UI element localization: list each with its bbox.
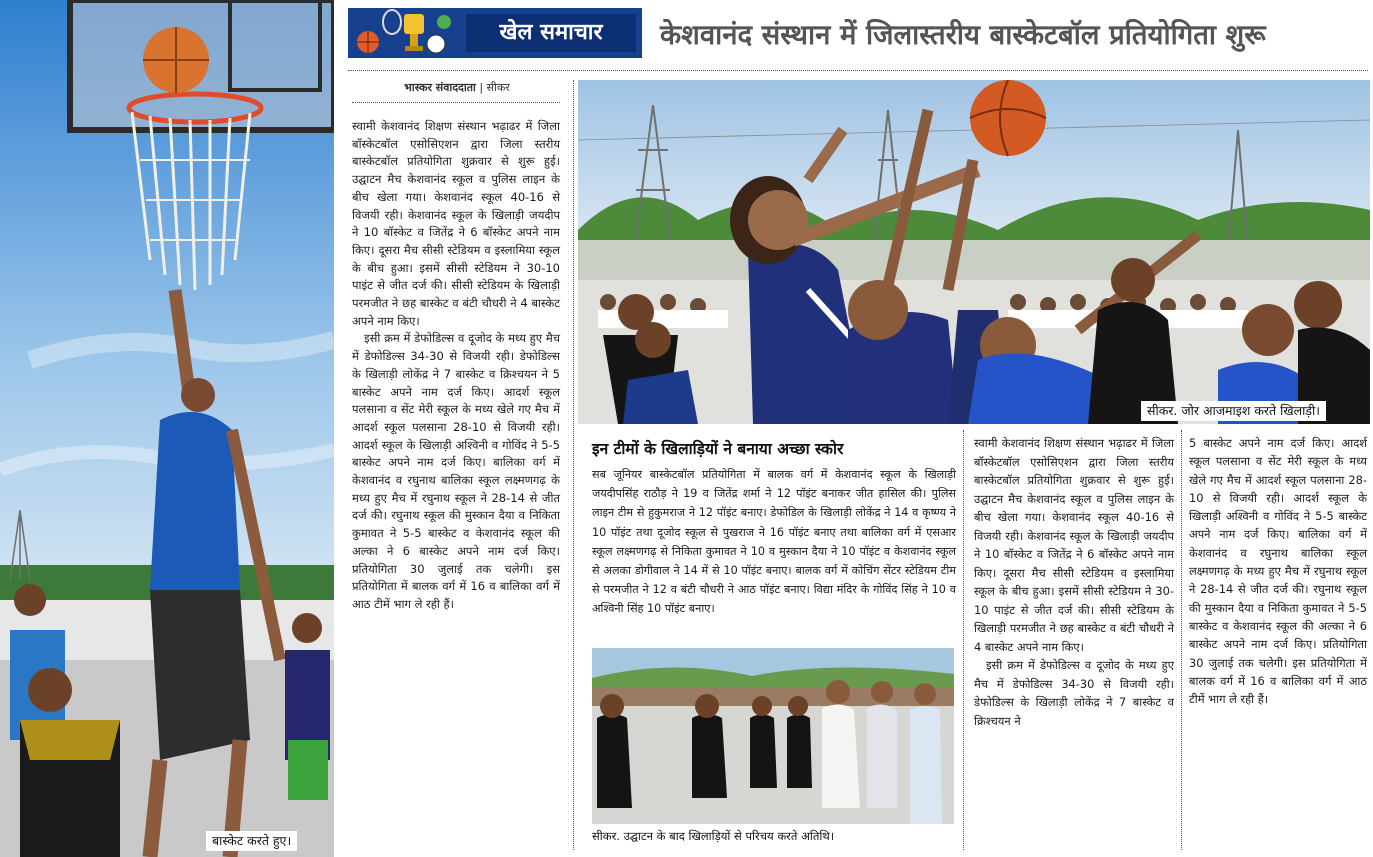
column-divider-left	[573, 80, 574, 850]
section-badge	[348, 8, 642, 58]
byline-place: सीकर	[486, 81, 510, 94]
top-photo-caption: सीकर. जोर आजमाइश करते खिलाड़ी।	[1141, 401, 1326, 421]
byline-separator: |	[479, 81, 487, 94]
repeat-paragraph-2: इसी क्रम में डेफोडिल्स व दूजोद के मध्य हुए मैच में डेफोडिल्स 34-30 से विजयी रही। डेफोडिल्स के खिलाड़ी लोकेंद्र ने 7 बास्केट व क्रिश्चयन ने	[974, 658, 1174, 728]
column-divider-mid	[963, 430, 964, 850]
team-introduction-photo	[592, 648, 954, 824]
column-divider-right	[1181, 430, 1182, 850]
top-photo	[578, 80, 1370, 424]
bottom-photo-caption: सीकर. उद्घाटन के बाद खिलाड़ियों से परिचय करते अतिथि।	[592, 826, 840, 846]
byline-rule	[352, 102, 560, 103]
bottom-photo	[592, 648, 954, 824]
section-badge-label: खेल समाचार	[466, 14, 636, 52]
sub-story-body	[592, 465, 956, 619]
sports-icons	[348, 8, 458, 58]
dunk-photo	[0, 0, 334, 857]
players-jump-photo	[578, 80, 1370, 424]
sub-story-paragraph: सब जूनियर बास्केटबॉल प्रतियोगिता में बालक वर्ग में केशवानंद स्कूल के खिलाड़ी जयदीपसिंह राठौड़ ने 19 व जितेंद्र शर्मा ने 12 पॉइंट बनाकर जीत हासिल की। पुलिस लाइन टीम से हुकुमराज ने 12 पॉइंट बनाए। डेफोडिल के खिलाड़ी लोकेंद्र ने 14 व कृष्ण्य ने 10 पॉइंट तथा दूजोद स्कूल से पुखराज ने 16 पॉइंट बनाए तथा बालिका वर्ग में एसआर स्कूल लक्ष्मणगढ़ से निकिता कुमावत ने 10 व मुस्कान दैया ने 10 पॉइंट व केशवानंद स्कूल से अलका डोगीवाल ने 14 में से 10 पॉइंट बनाए। बालक वर्ग में कोचिंग सेंटर स्टेडियम टीम से परमजीत ने 12 व बंटी चौधरी ने आठ पॉइंट बनाए। विद्या मंदिर के गोविंद सिंह ने 10 व अश्विनी सिंह 10 पॉइंट बनाए।	[592, 468, 956, 616]
repeat-paragraph-1: स्वामी केशवानंद शिक्षण संस्थान भढ़ाढर में जिला बॉस्केटबॉल एसोसिएशन द्वारा जिला स्तरीय बास्केटबॉल प्रतियोगिता शुक्रवार से शुरू हुई। उद्घाटन मैच केशवानंद स्कूल व पुलिस लाइन के बीच खेला गया। केशवानंद स्कूल 40-16 से विजयी रही। केशवानंद स्कूल के खिलाड़ी जयदीप ने 10 बॉस्केट व जितेंद्र ने 6 बॉस्केट अपने नाम किए। दूसरा मैच सीसी स्टेडियम व इस्लामिया स्कूल के बीच हुआ। इसमें सीसी स्टेडियम ने 30-10 पाइंट से जीत दर्ज की। सीसी स्टेडियम के खिलाड़ी परमजीत ने छह बास्केट व बंटी चौधरी ने 4 बास्केट अपने नाम किए।	[974, 436, 1174, 654]
left-photo-caption: बास्केट करते हुए।	[206, 831, 297, 851]
sub-story-heading: इन टीमों के खिलाड़ियों ने बनाया अच्छा स्कोर	[592, 440, 844, 458]
repeat-column-1	[974, 434, 1174, 730]
byline-source: भास्कर संवाददाता	[404, 81, 476, 94]
byline	[352, 80, 562, 95]
left-photo	[0, 0, 334, 857]
headline: केशवानंद संस्थान में जिलास्तरीय बास्केटबॉल प्रतियोगिता शुरू	[660, 19, 1266, 51]
story-paragraph-1: स्वामी केशवानंद शिक्षण संस्थान भढ़ाढर में जिला बॉस्केटबॉल एसोसिएशन द्वारा जिला स्तरीय बास्केटबॉल प्रतियोगिता शुक्रवार से शुरू हुई। उद्घाटन मैच केशवानंद स्कूल व पुलिस लाइन के बीच खेला गया। केशवानंद स्कूल 40-16 से विजयी रही। केशवानंद स्कूल के खिलाड़ी जयदीप ने 10 बॉस्केट व जितेंद्र ने 6 बॉस्केट अपने नाम किए। दूसरा मैच सीसी स्टेडियम व इस्लामिया स्कूल के बीच हुआ। इसमें सीसी स्टेडियम ने 30-10 पाइंट से जीत दर्ज की। सीसी स्टेडियम के खिलाड़ी परमजीत ने छह बास्केट व बंटी चौधरी ने 4 बास्केट अपने नाम किए।	[352, 119, 560, 328]
header-rule	[348, 70, 1368, 71]
repeat-paragraph-3: 5 बास्केट अपने नाम दर्ज किए। आदर्श स्कूल पलसाना व सेंट मेरी स्कूल के मध्य खेले गए मैच में आदर्श स्कूल पलसाना 28-10 से विजयी रही। आदर्श स्कूल के खिलाड़ी अश्विनी व गोविंद ने 5-5 बास्केट अपने नाम दर्ज किए। बालिका वर्ग में केशवानंद व रघुनाथ बालिका स्कूल लक्ष्मणगढ़ के मध्य हुए मैच में रघुनाथ स्कूल ने 28-14 से जीत दर्ज की। रघुनाथ स्कूल की मुस्कान दैया व निकिता कुमावत ने 5-5 बास्केट व केशवानंद स्कूल की अल्का ने 6 बास्केट अपने नाम दर्ज किए। प्रतियोगिता 30 जुलाई तक चलेगी। इस प्रतियोगिता में बालक वर्ग में 16 व बालिका वर्ग में आठ टीमें भाग ले रही हैं।	[1189, 436, 1367, 707]
story-column	[352, 118, 560, 614]
story-paragraph-2: इसी क्रम में डेफोडिल्स व दूजोद के मध्य हुए मैच में डेफोडिल्स 34-30 से विजयी रही। डेफोडिल्स के खिलाड़ी लोकेंद्र ने 7 बास्केट व क्रिश्चयन ने 5 बास्केट अपने नाम दर्ज किए। आदर्श स्कूल पलसाना व सेंट मेरी स्कूल के मध्य खेले गए मैच में आदर्श स्कूल पलसाना 28-10 से विजयी रही। आदर्श स्कूल के खिलाड़ी अश्विनी व गोविंद ने 5-5 बास्केट अपने नाम दर्ज किए। बालिका वर्ग में केशवानंद व रघुनाथ बालिका स्कूल लक्ष्मणगढ़ के मध्य हुए मैच में रघुनाथ स्कूल ने 28-14 से जीत दर्ज की। रघुनाथ स्कूल की मुस्कान दैया व निकिता कुमावत ने 5-5 बास्केट व केशवानंद स्कूल की अल्का ने 6 बास्केट अपने नाम दर्ज किए। प्रतियोगिता 30 जुलाई तक चलेगी। इस प्रतियोगिता में बालक वर्ग में 16 व बालिका वर्ग में आठ टीमें भाग ले रही हैं।	[352, 331, 560, 611]
repeat-column-2	[1189, 434, 1367, 708]
